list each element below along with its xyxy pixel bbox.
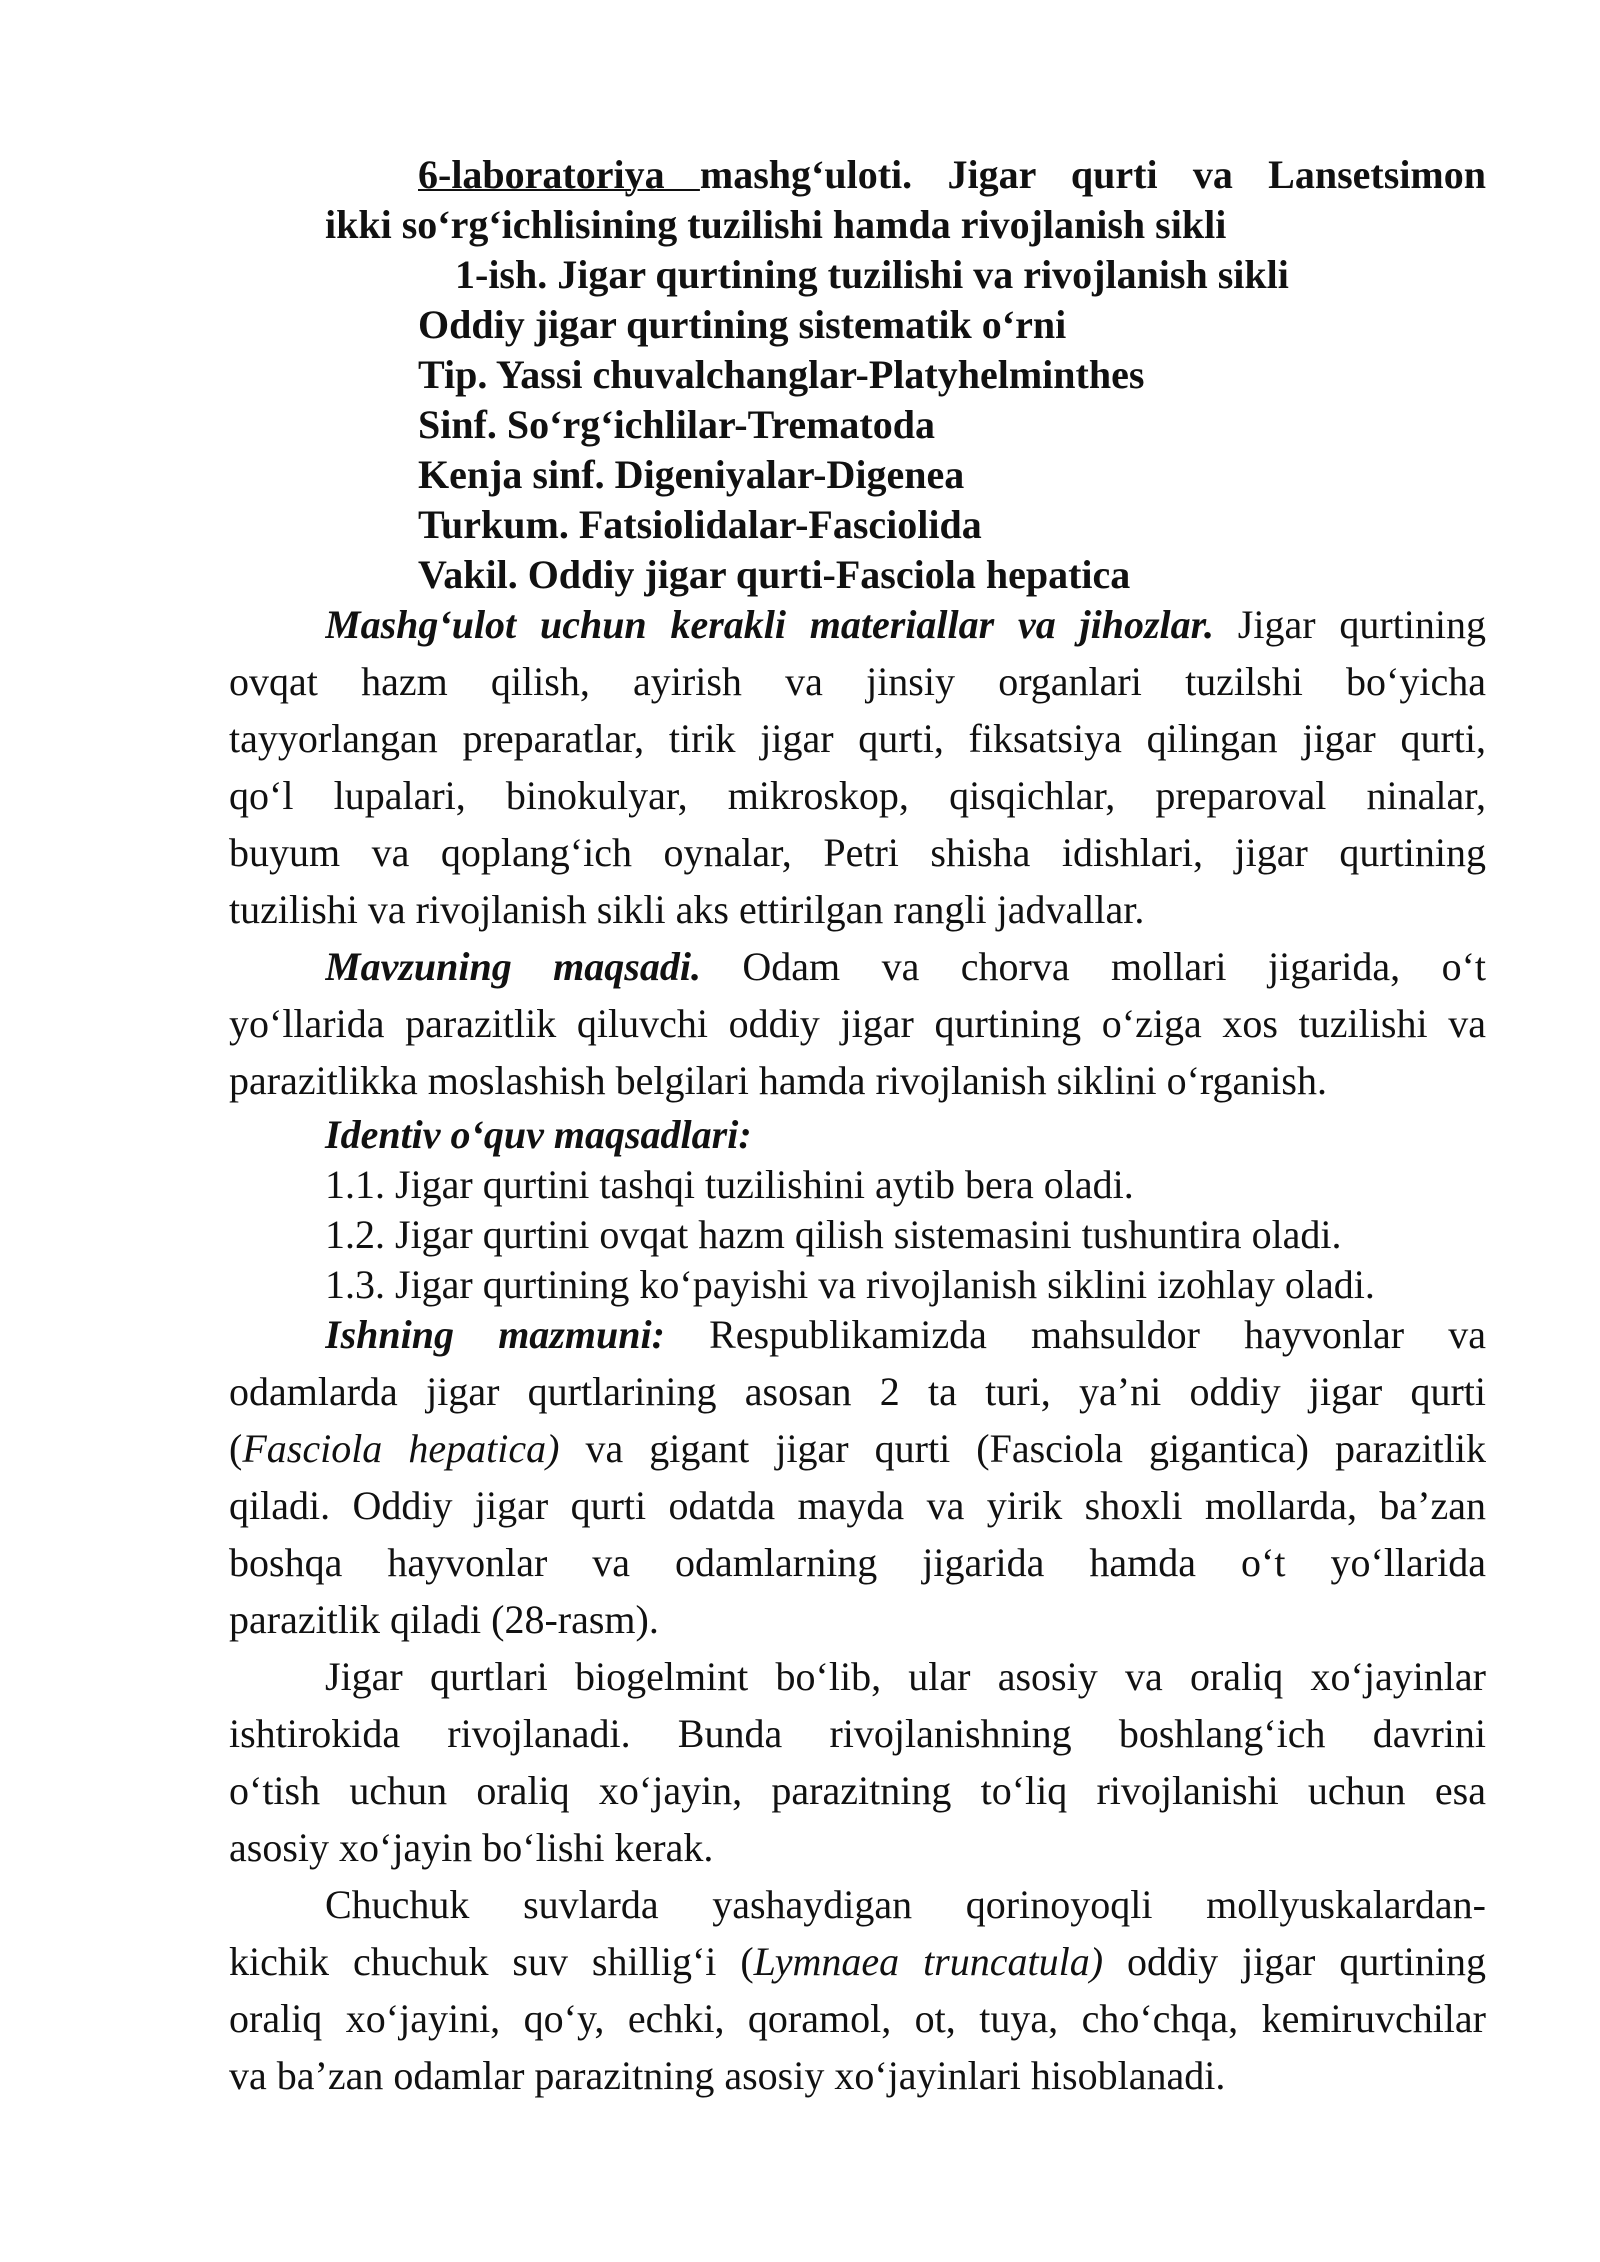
materials-text: Jigar qurtining	[1214, 602, 1486, 647]
systematics-tip: Tip. Yassi chuvalchanglar-Platyhelminthes	[418, 352, 1145, 397]
goal-label: Mavzuning maqsadi.	[325, 944, 701, 989]
content-line-4: qiladi. Oddiy jigar qurti odatda mayda va yirik shoxli mollarda, ba’zan	[229, 1483, 1486, 1528]
species-fasciola-hepatica: Fasciola hepatica)	[242, 1426, 560, 1471]
paragraph-3-line-2-rest: oddiy jigar qurtining	[1103, 1939, 1486, 1984]
content-line-6: parazitlik qiladi (28-rasm).	[229, 1597, 659, 1642]
paragraph-2-line-4: asosiy xo‘jayin bo‘lishi kerak.	[229, 1825, 714, 1870]
materials-line-1	[325, 600, 1486, 650]
objective-item-2: 1.2. Jigar qurtini ovqat hazm qilish sistemasini tushuntira oladi.	[325, 1212, 1342, 1257]
paragraph-3-line-4: va ba’zan odamlar parazitning asosiy xo‘jayinlari hisoblanadi.	[229, 2053, 1226, 2098]
content-label: Ishning mazmuni:	[325, 1312, 665, 1357]
paragraph-3-line-1: Chuchuk suvlarda yashaydigan qorinoyoqli mollyuskalardan-	[325, 1882, 1486, 1927]
title-line-1-rest: mashg‘uloti. Jigar qurti va Lansetsimon	[699, 152, 1486, 197]
content-line-5: boshqa hayvonlar va odamlarning jigarida hamda o‘t yo‘llarida	[229, 1540, 1486, 1585]
title-line-2: ikki so‘rg‘ichlisining tuzilishi hamda rivojlanish sikli	[325, 202, 1227, 247]
objective-item-1: 1.1. Jigar qurtini tashqi tuzilishini aytib bera oladi.	[325, 1162, 1134, 1207]
title-lab-number: 6-laboratoriya	[418, 152, 700, 197]
content-line-1	[325, 1310, 1486, 1360]
content-text: Respublikamizda mahsuldor hayvonlar va	[664, 1312, 1486, 1357]
paragraph-2-line-3: o‘tish uchun oraliq xo‘jayin, parazitning to‘liq rivojlanishi uchun esa	[229, 1768, 1486, 1813]
subtitle: 1-ish. Jigar qurtining tuzilishi va rivojlanish sikli	[455, 252, 1289, 297]
systematics-turkum: Turkum. Fatsiolidalar-Fasciolida	[418, 502, 982, 547]
systematics-sinf: Sinf. So‘rg‘ichlilar-Trematoda	[418, 402, 935, 447]
content-line-3-rest: va gigant jigar qurti (Fasciola gigantica) parazitlik	[559, 1426, 1486, 1471]
paragraph-2-line-2: ishtirokida rivojlanadi. Bunda rivojlanishning boshlang‘ich davrini	[229, 1711, 1486, 1756]
species-lymnaea-truncatula: Lymnaea truncatula)	[753, 1939, 1104, 1984]
paragraph-3-line-2-start: kichik chuchuk suv shillig‘i (	[229, 1939, 754, 1984]
content-line-3	[229, 1424, 1486, 1474]
materials-line-5: buyum va qoplang‘ich oynalar, Petri shisha idishlari, jigar qurtining	[229, 830, 1486, 875]
paragraph-3-line-2	[229, 1937, 1486, 1987]
goal-line-1	[325, 942, 1486, 992]
objective-item-3: 1.3. Jigar qurtining ko‘payishi va rivojlanish siklini izohlay oladi.	[325, 1262, 1375, 1307]
materials-line-3: tayyorlangan preparatlar, tirik jigar qurti, fiksatsiya qilingan jigar qurti,	[229, 716, 1486, 761]
systematics-kenja-sinf: Kenja sinf. Digeniyalar-Digenea	[418, 452, 965, 497]
materials-line-2: ovqat hazm qilish, ayirish va jinsiy organlari tuzilshi bo‘yicha	[229, 659, 1486, 704]
goal-line-2: yo‘llarida parazitlik qiluvchi oddiy jigar qurtining o‘ziga xos tuzilishi va	[229, 1001, 1486, 1046]
goal-line-3: parazitlikka moslashish belgilari hamda rivojlanish siklini o‘rganish.	[229, 1058, 1327, 1103]
title-line-1	[418, 150, 1486, 200]
goal-text: Odam va chorva mollari jigarida, o‘t	[700, 944, 1486, 989]
systematics-heading: Oddiy jigar qurtining sistematik o‘rni	[418, 302, 1067, 347]
materials-line-6: tuzilishi va rivojlanish sikli aks ettirilgan rangli jadvallar.	[229, 887, 1145, 932]
content-line-2: odamlarda jigar qurtlarining asosan 2 ta turi, ya’ni oddiy jigar qurti	[229, 1369, 1486, 1414]
content-paren: (	[229, 1426, 243, 1471]
objectives-label: Identiv o‘quv maqsadlari:	[325, 1112, 752, 1157]
paragraph-3-line-3: oraliq xo‘jayini, qo‘y, echki, qoramol, ot, tuya, cho‘chqa, kemiruvchilar	[229, 1996, 1486, 2041]
systematics-vakil: Vakil. Oddiy jigar qurti-Fasciola hepatica	[418, 552, 1131, 597]
paragraph-2-line-1: Jigar qurtlari biogelmint bo‘lib, ular asosiy va oraliq xo‘jayinlar	[325, 1654, 1486, 1699]
materials-line-4: qo‘l lupalari, binokulyar, mikroskop, qisqichlar, preparoval ninalar,	[229, 773, 1486, 818]
materials-label: Mashg‘ulot uchun kerakli materiallar va jihozlar.	[325, 602, 1215, 647]
